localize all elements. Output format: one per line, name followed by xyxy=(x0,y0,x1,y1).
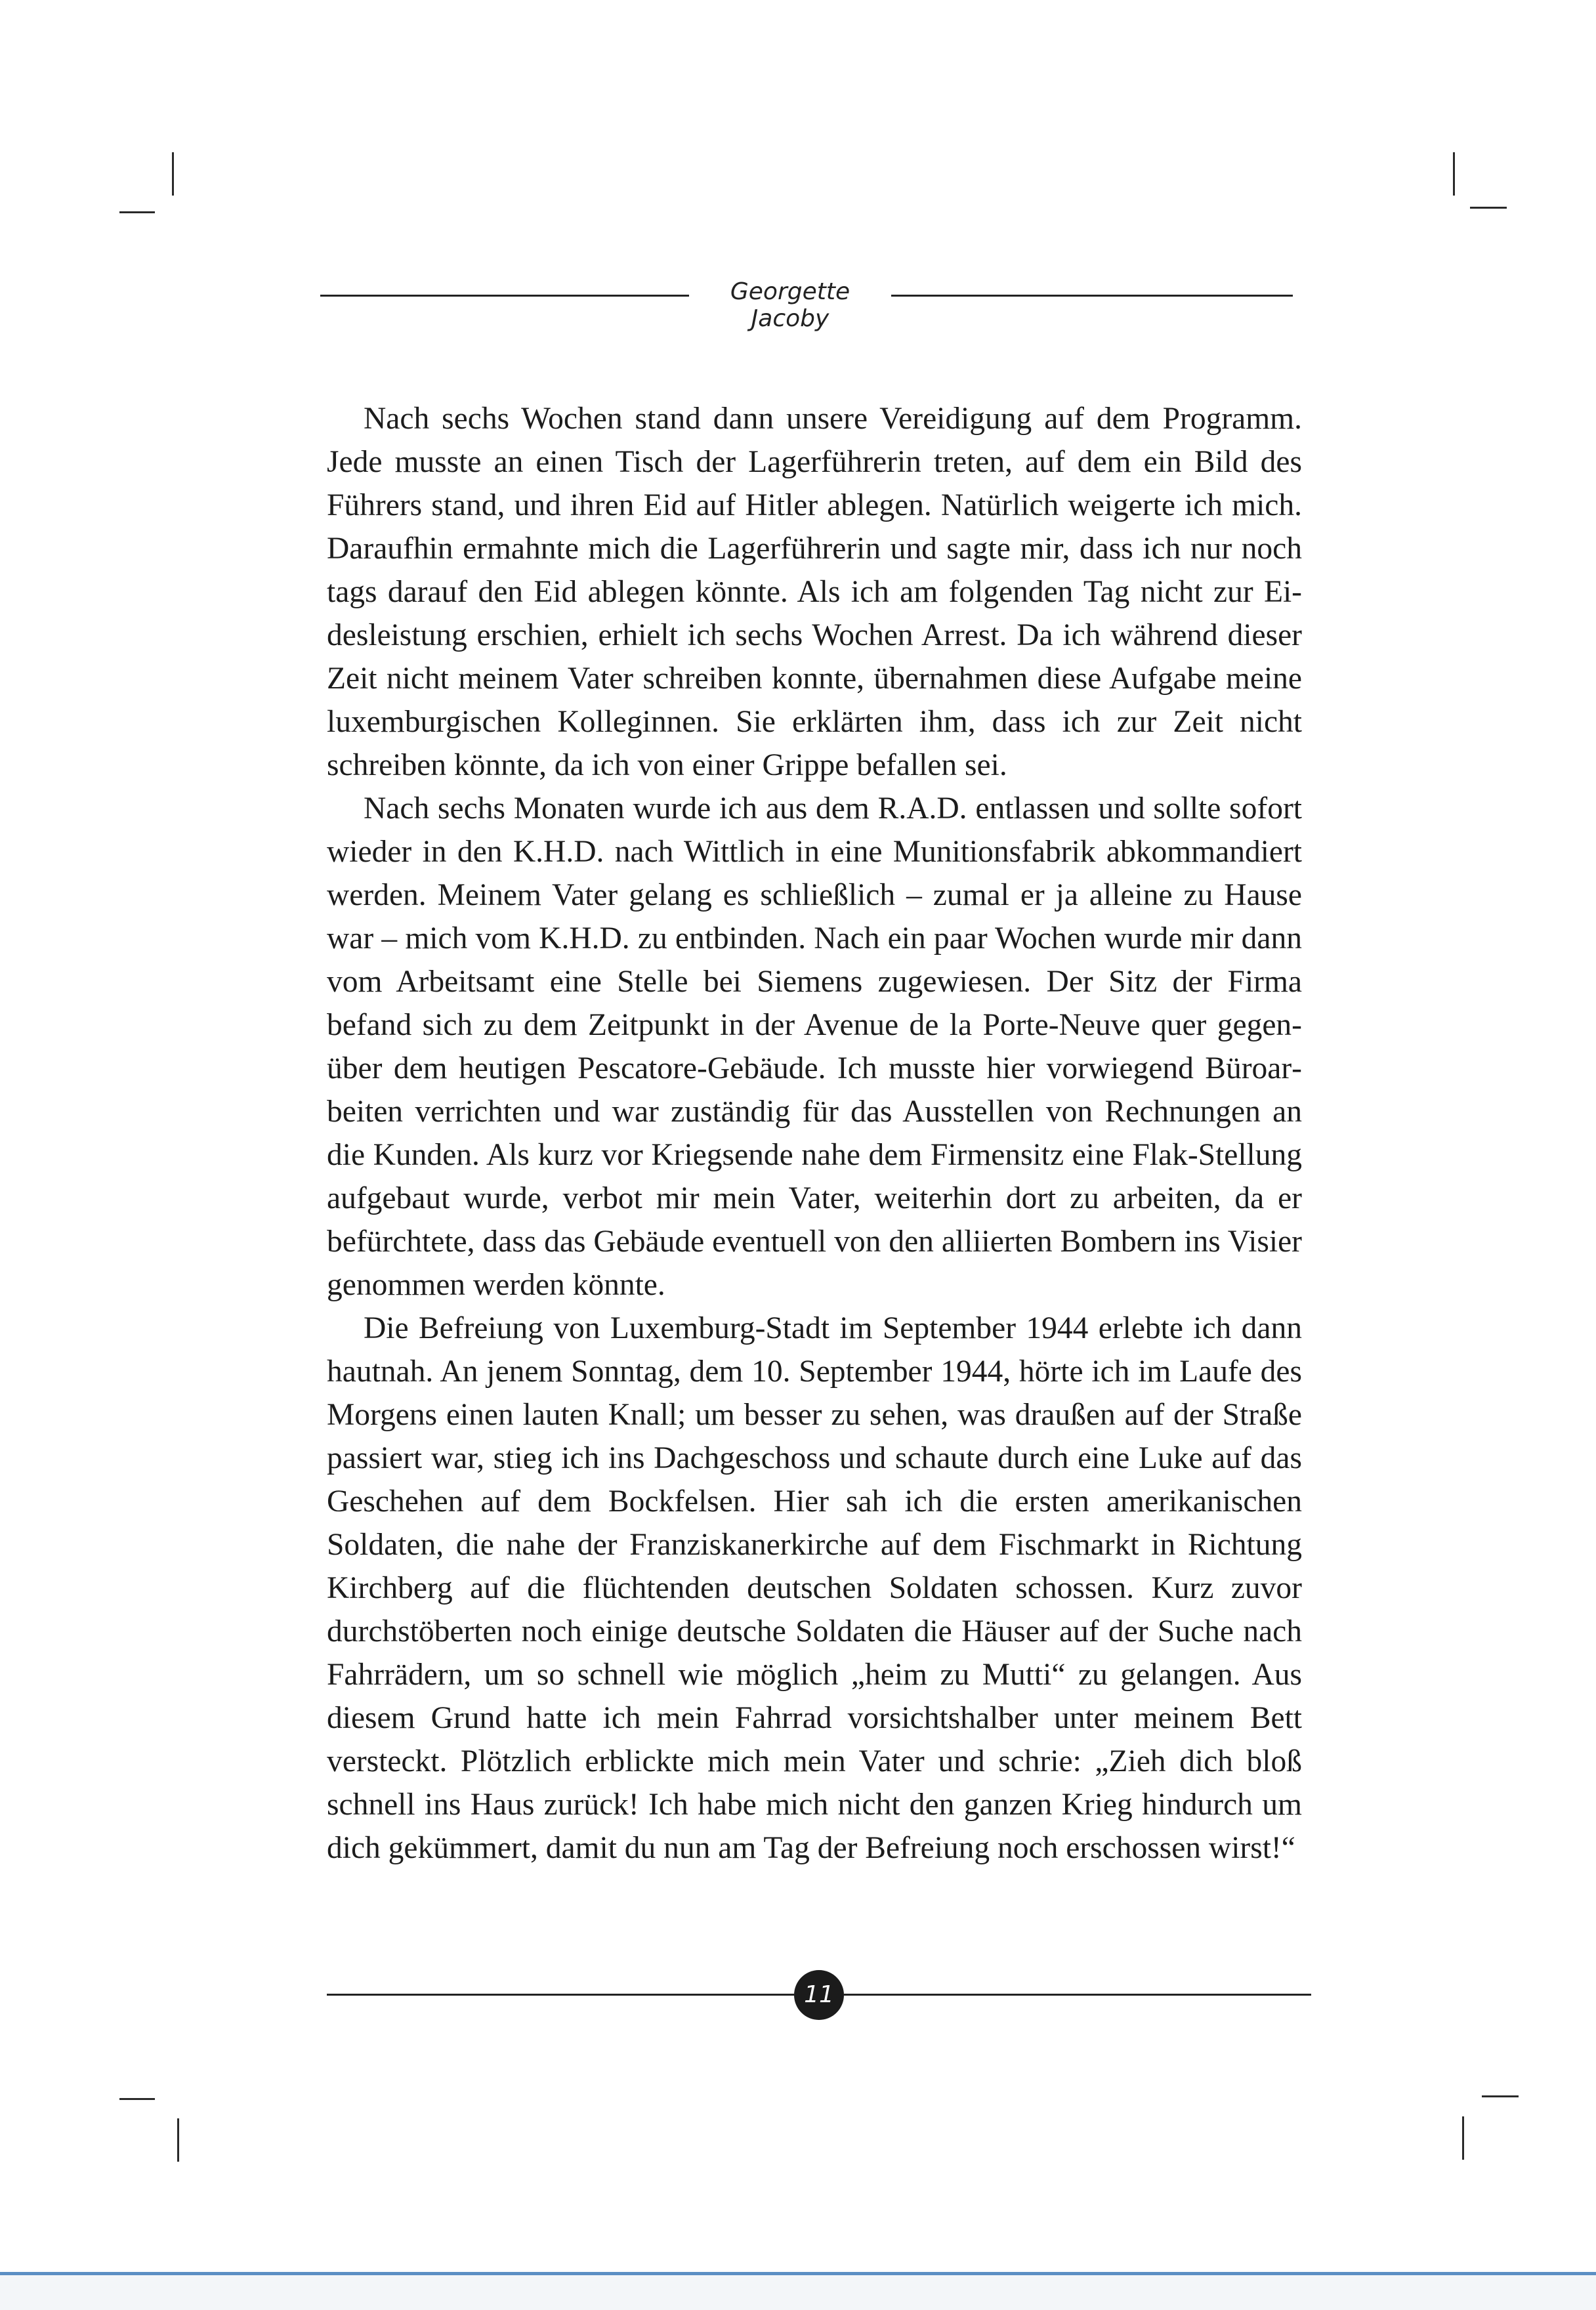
crop-mark-top-right-vertical xyxy=(1453,152,1455,196)
scan-edge-margin xyxy=(0,2275,1596,2310)
paragraph: Die Befreiung von Luxemburg-Stadt im September 1944 erlebte ich dann hautnah. An jenem Sonntag, dem 10. September 1944, hörte ich im Laufe des Morgens einen lauten Knall; um besser zu sehen, was draußen auf der Straße passiert war, stieg ich ins Dachgeschoss und schaute durch eine Luke auf das Geschehen auf dem Bockfelsen. Hier sah ich die ersten amerikanischen Soldaten, die nahe der Franziskanerkirche auf dem Fischmarkt in Richtung Kirchberg auf die flüchtenden deutschen Soldaten schossen. Kurz zuvor durchstöberten noch einige deutsche Soldaten die Häuser auf der Suche nach Fahrrädern, um so schnell wie möglich „heim zu Mutti“ zu gelangen. Aus diesem Grund hatte ich mein Fahrrad vorsichtshalber unter meinem Bett versteckt. Plötzlich erblickte mich mein Vater und schrie: „Zieh dich bloß schnell ins Haus zurück! Ich habe mich nicht den ganzen Krieg hindurch um dich gekümmert, damit du nun am Tag der Befreiung noch erschossen wirst!“ xyxy=(327,1311,1302,1865)
crop-mark-top-right-horizontal xyxy=(1470,207,1507,209)
running-head-rule-left xyxy=(320,295,689,297)
footer-rule-right xyxy=(844,1994,1311,1996)
paragraph: Nach sechs Monaten wurde ich aus dem R.A.D. entlassen und sollte sofort wieder in den K.H.D. nach Wittlich in eine Munitionsfabrik abkommandiert werden. Meinem Vater gelang es schließlich – zumal er ja alleine zu Hause war – mich vom K.H.D. zu entbinden. Nach ein paar Wochen wurde mir dann vom Arbeitsamt eine Stelle bei Siemens zugewiesen. Der Sitz der Firma befand sich zu dem Zeitpunkt in der Avenue de la Porte-Neuve quer gegenüber dem heutigen Pescatore-Gebäude. Ich musste hier vorwiegend Büroarbeiten verrichten und war zuständig für das Ausstellen von Rechnungen an die Kunden. Als kurz vor Kriegsende nahe dem Firmensitz eine Flak-Stellung aufgebaut wurde, verbot mir mein Vater, weiterhin dort zu arbeiten, da er befürchtete, dass das Gebäude eventuell von den alliierten Bombern ins Visier genommen werden könnte. xyxy=(327,791,1302,1302)
crop-mark-bottom-right-vertical xyxy=(1462,2116,1464,2160)
body-text xyxy=(327,397,1302,1870)
crop-mark-top-left-horizontal xyxy=(119,211,155,213)
page-number: 11 xyxy=(794,1970,844,2020)
page-footer xyxy=(327,1969,1311,2021)
crop-mark-bottom-left-vertical xyxy=(177,2118,179,2162)
running-head-title: Georgette Jacoby xyxy=(730,278,850,332)
footer-rule-left xyxy=(327,1994,794,1996)
running-head xyxy=(320,276,1305,332)
crop-mark-bottom-right-horizontal xyxy=(1482,2095,1519,2097)
crop-mark-bottom-left-horizontal xyxy=(119,2098,155,2100)
crop-mark-top-left-vertical xyxy=(172,152,174,196)
paragraph: Nach sechs Wochen stand dann unsere Vereidigung auf dem Programm. Jede musste an einen Tisch der Lagerführerin treten, auf dem ein Bild des Führers stand, und ihren Eid auf Hitler ablegen. Natürlich weigerte ich mich. Daraufhin ermahnte mich die Lagerführerin und sagte mir, dass ich nur noch tags darauf den Eid ablegen könnte. Als ich am folgenden Tag nicht zur Eidesleistung erschien, erhielt ich sechs Wochen Arrest. Da ich während dieser Zeit nicht meinem Vater schreiben konnte, übernahmen diese Aufgabe meine luxemburgischen Kolleginnen. Sie erklärten ihm, dass ich zur Zeit nicht schreiben könnte, da ich von einer Grippe befallen sei. xyxy=(327,402,1302,782)
running-head-rule-right xyxy=(891,295,1293,297)
